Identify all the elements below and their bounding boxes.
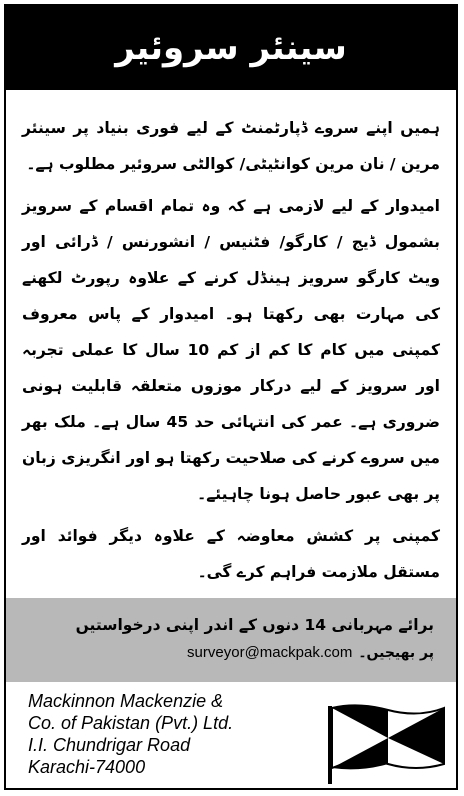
company-name-line-1: Mackinnon Mackenzie & (28, 691, 224, 711)
company-flag-logo-icon (328, 702, 446, 784)
apply-instruction: برائے مہربانی 14 دنوں کے اندر اپنی درخواستیں (75, 616, 434, 634)
apply-section (6, 598, 456, 682)
intro-paragraph: ہمیں اپنے سروے ڈپارٹمنٹ کے لیے فوری بنیاد پر سینئر مرین / نان مرین کوانٹیٹی/ کوالٹی سروئیر مطلوب ہے۔ (22, 119, 440, 173)
header-banner (6, 6, 456, 90)
page-title: سینئر سروئیر (115, 28, 347, 68)
company-address (28, 690, 318, 778)
email-row (22, 644, 434, 661)
company-name-line-2: Co. of Pakistan (Pvt.) Ltd. (28, 713, 234, 733)
requirements-paragraph: امیدوار کے لیے لازمی ہے کہ وہ تمام اقسام کے سرویز بشمول ڈیج / کارگو/ فٹنیس / انشورنس / ڈرائی اور ویٹ کارگو سرویز ہینڈل کرنے کے علاوہ رپورٹ لکھنے کی مہارت بھی رکھتا ہو۔ امیدوار کے پاس معروف کمپنی میں کام کا کم از کم 10 سال کا عملی تجربہ اور سرویز کے لیے درکار موزوں متعلقہ قابلیت ہونی ضروری ہے۔ عمر کی انتہائی حد 45 سال ہے۔ ملک بھر میں سروے کرنے کی صلاحیت رکھتا ہو اور انگریزی زبان پر بھی عبور حاصل ہونا چاہیئے۔ (22, 197, 440, 503)
address-line-1: I.I. Chundrigar Road (28, 735, 191, 755)
email-link[interactable]: surveyor@mackpak.com (187, 644, 353, 661)
address-line-2: Karachi-74000 (28, 757, 146, 777)
job-advertisement (4, 4, 458, 790)
ad-body (22, 110, 440, 596)
benefits-paragraph: کمپنی پر کشش معاوضہ کے علاوہ دیگر فوائد اور مستقل ملازمت فراہم کرے گی۔ (22, 527, 440, 581)
email-suffix: پر بھیجیں۔ (358, 644, 434, 661)
